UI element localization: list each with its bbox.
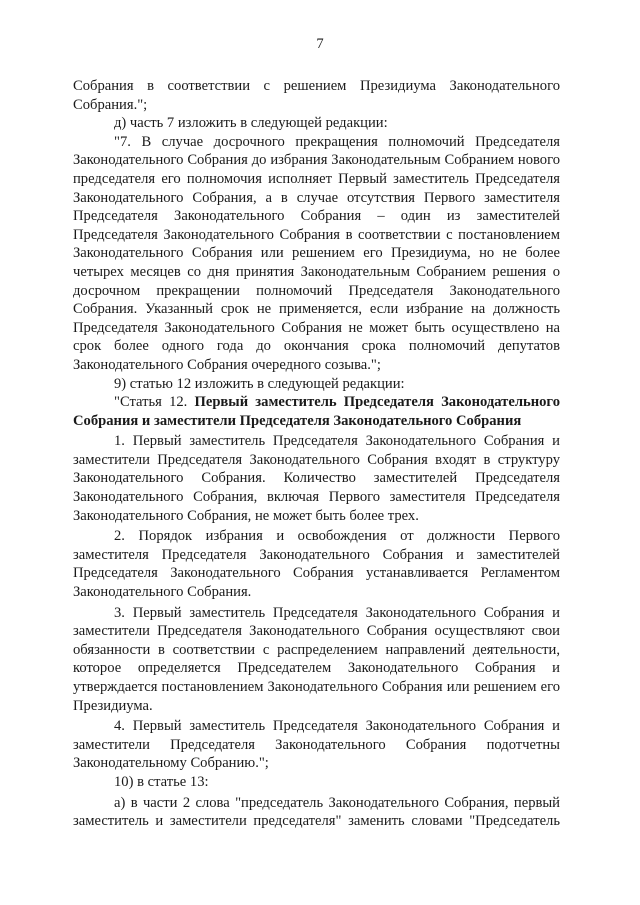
article-12-clause-2: 2. Порядок избрания и освобождения от должности Первого заместителя Председателя Законодательного Собрания и заместителей Председателя Законодательного Собрания устанавливается Регламентом Законодательного Собрания. — [73, 528, 560, 601]
article-12-prefix: "Статья 12. — [114, 394, 195, 411]
article-12-clause-4: 4. Первый заместитель Председателя Законодательного Собрания и заместители Председателя Законодательного Собрания подотчетны Законодательному Собранию."; — [73, 718, 560, 772]
paragraph-part-7: "7. В случае досрочного прекращения полномочий Председателя Законодательного Собрания до избрания Законодательным Собранием нового председателя его полномочия исполняет Первый заместитель Председателя Законодательного Собрания, а в случае отсутствия Первого заместителя Председателя Законодательного Собрания – один из заместителей Председателя Законодательного Собрания в соответствии с постановлением Законодательного Собрания или решением его Президиума, но не более четырех месяцев со дня принятия Законодательным Собранием решения о досрочном прекращении полномочий Председателя Законодательного Собрания. Указанный срок не применяется, если избрание на должность Председателя Законодательного Собрания не может быть осуществлено на срок более одного года до окончания срока полномочий депутатов Законодательного Собрания очередного созыва."; — [73, 133, 560, 373]
paragraph-continuation: Собрания в соответствии с решением Президиума Законодательного Собрания."; — [73, 78, 560, 113]
article-12-clause-3: 3. Первый заместитель Председателя Законодательного Собрания и заместители Председателя Законодательного Собрания осуществляют свои обязанности в соответствии с распределением направлений деятельности, которое определяется Председателем Законодательного Собрания и утверждается постановлением Законодательного Собрания или решением его Президиума. — [73, 604, 560, 714]
article-12-heading — [73, 393, 560, 430]
page-number: 7 — [316, 36, 324, 52]
paragraph-item-a: а) в части 2 слова "председатель Законодательного Собрания, первый заместитель и заместители председателя" заменить словами "Председатель — [73, 794, 560, 830]
paragraph-item-d: д) часть 7 изложить в следующей редакции: — [114, 115, 388, 132]
article-12-title: Первый заместитель Председателя Законодательного Собрания и заместители Председателя Законодательного Собрания — [73, 394, 560, 429]
paragraph-item-9: 9) статью 12 изложить в следующей редакции: — [114, 375, 405, 392]
document-body — [73, 77, 560, 831]
article-12-clause-1: 1. Первый заместитель Председателя Законодательного Собрания и заместители Председателя Законодательного Собрания входят в структуру Законодательного Собрания. Количество заместителей Председателя Законодательного Собрания, включая Первого заместителя Председателя Законодательного Собрания, не может быть более трех. — [73, 433, 560, 524]
paragraph-item-10: 10) в статье 13: — [114, 773, 209, 790]
